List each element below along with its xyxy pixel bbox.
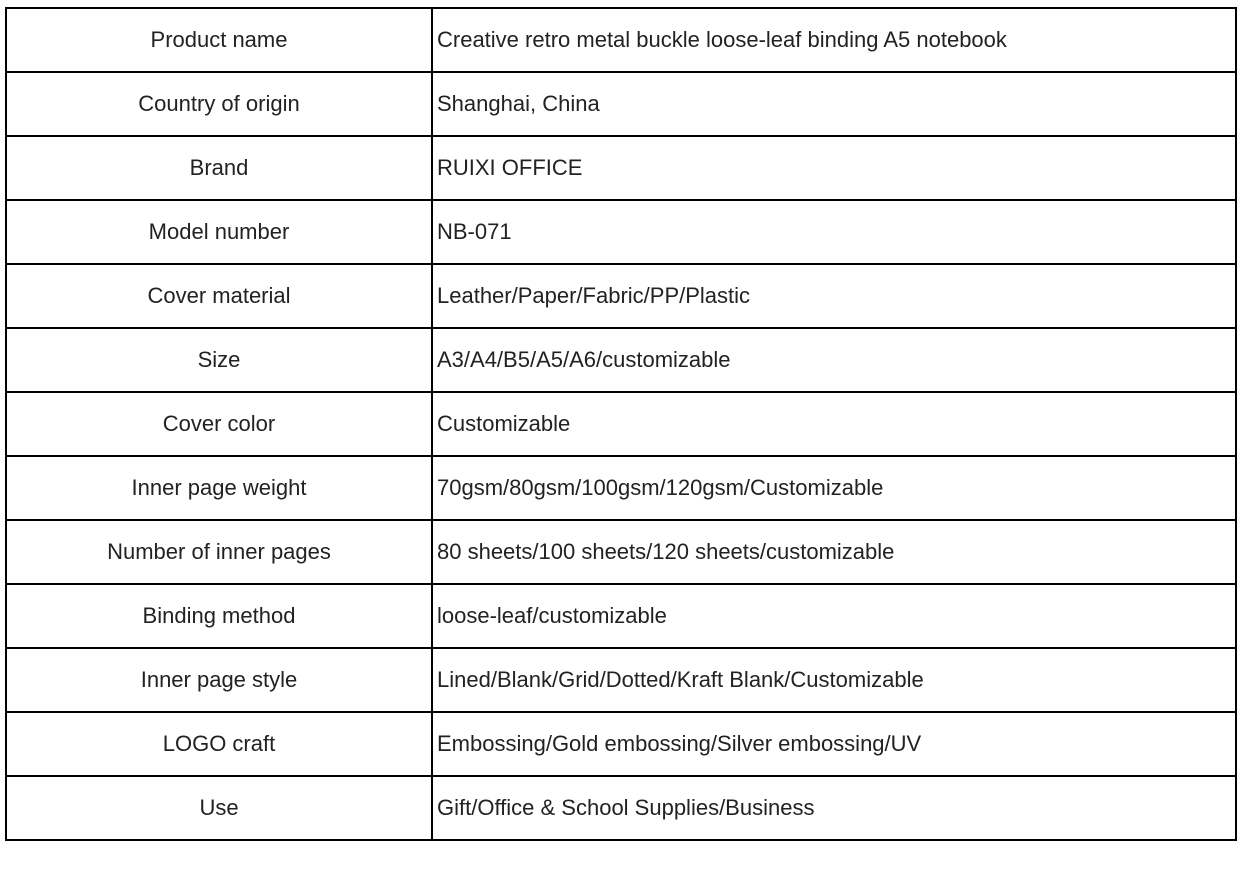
spec-value: Leather/Paper/Fabric/PP/Plastic — [432, 264, 1236, 328]
spec-label: Binding method — [6, 584, 432, 648]
spec-value: Customizable — [432, 392, 1236, 456]
spec-value: Shanghai, China — [432, 72, 1236, 136]
spec-value: Gift/Office & School Supplies/Business — [432, 776, 1236, 840]
table-row — [6, 264, 1236, 328]
spec-label: LOGO craft — [6, 712, 432, 776]
spec-table-body — [6, 8, 1236, 840]
table-row — [6, 392, 1236, 456]
spec-label: Brand — [6, 136, 432, 200]
spec-label: Inner page style — [6, 648, 432, 712]
table-row — [6, 8, 1236, 72]
spec-value: 80 sheets/100 sheets/120 sheets/customizable — [432, 520, 1236, 584]
spec-label: Number of inner pages — [6, 520, 432, 584]
table-row — [6, 776, 1236, 840]
spec-value: loose-leaf/customizable — [432, 584, 1236, 648]
spec-value: Lined/Blank/Grid/Dotted/Kraft Blank/Customizable — [432, 648, 1236, 712]
table-row — [6, 584, 1236, 648]
table-row — [6, 648, 1236, 712]
spec-label: Country of origin — [6, 72, 432, 136]
table-row — [6, 72, 1236, 136]
spec-label: Use — [6, 776, 432, 840]
spec-label: Product name — [6, 8, 432, 72]
spec-label: Model number — [6, 200, 432, 264]
spec-label: Cover material — [6, 264, 432, 328]
spec-label: Size — [6, 328, 432, 392]
table-row — [6, 200, 1236, 264]
table-row — [6, 712, 1236, 776]
spec-value: 70gsm/80gsm/100gsm/120gsm/Customizable — [432, 456, 1236, 520]
table-row — [6, 328, 1236, 392]
spec-value: Creative retro metal buckle loose-leaf binding A5 notebook — [432, 8, 1236, 72]
spec-value: NB-071 — [432, 200, 1236, 264]
table-row — [6, 520, 1236, 584]
spec-value: Embossing/Gold embossing/Silver embossing/UV — [432, 712, 1236, 776]
table-row — [6, 456, 1236, 520]
spec-label: Cover color — [6, 392, 432, 456]
spec-value: RUIXI OFFICE — [432, 136, 1236, 200]
spec-label: Inner page weight — [6, 456, 432, 520]
spec-value: A3/A4/B5/A5/A6/customizable — [432, 328, 1236, 392]
table-row — [6, 136, 1236, 200]
product-spec-table — [5, 7, 1237, 841]
